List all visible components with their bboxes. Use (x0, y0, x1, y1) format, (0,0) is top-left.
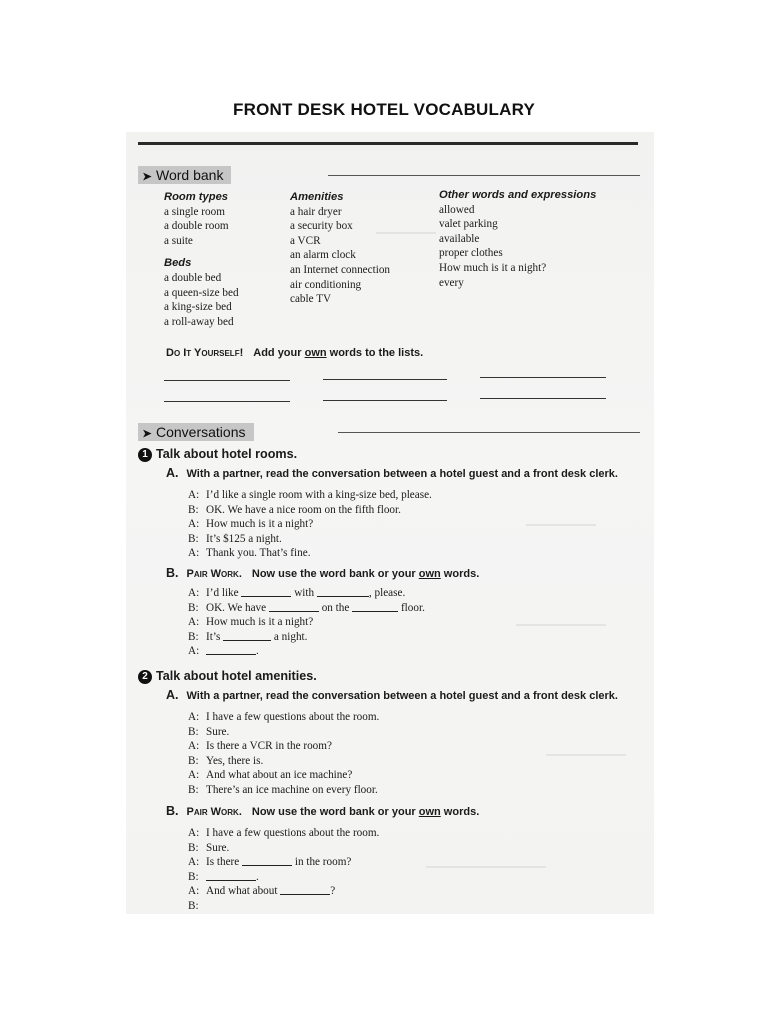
bleed-through-mark (516, 624, 606, 626)
word-bank-tab (138, 166, 231, 184)
answer-blank[interactable] (280, 884, 330, 895)
dialogue-line: A: . (188, 645, 259, 657)
word-item: every (439, 276, 464, 289)
word-item: cable TV (290, 293, 332, 306)
do-it-yourself-instruction (166, 347, 423, 359)
word-item: a roll-away bed (164, 315, 234, 328)
dialogue-line: A: I’d like a single room with a king-size bed, please. (188, 489, 432, 501)
word-item: a VCR (290, 234, 321, 247)
word-item: a security box (290, 220, 353, 233)
dialogue-line: B: OK. We have a nice room on the fifth floor. (188, 503, 401, 516)
answer-blank[interactable] (223, 630, 271, 641)
word-item: valet parking (439, 218, 498, 231)
q2-part-a-instruction: A. With a partner, read the conversation between a hotel guest and a front desk clerk. (166, 688, 618, 702)
play-arrow-icon: ➤ (142, 428, 152, 440)
dialogue-line: A: I’d like with , please. (188, 587, 406, 599)
diy-text: Add your own words to the lists. (253, 347, 424, 359)
bleed-through-mark (426, 866, 546, 868)
other-words-column (439, 188, 639, 290)
word-item: a single room (164, 205, 225, 218)
other-words-heading: Other words and expressions (439, 189, 597, 201)
dialogue-line: A: Is there in the room? (188, 856, 352, 868)
question-1-title: Talk about hotel rooms. (156, 447, 298, 461)
conversations-header (138, 423, 640, 441)
answer-blank[interactable] (241, 586, 291, 597)
room-types-heading: Room types (164, 191, 229, 203)
diy-label: Do It Yourself! (166, 347, 244, 359)
word-item: a double bed (164, 271, 222, 284)
word-item: a queen-size bed (164, 286, 239, 299)
dialogue-line: A: I have a few questions about the room. (188, 827, 380, 839)
answer-blank[interactable] (206, 644, 256, 655)
question-2-title: Talk about hotel amenities. (156, 669, 317, 683)
q1-part-b-dialogue (188, 586, 425, 659)
dialogue-line: A: How much is it a night? (188, 518, 314, 530)
dialogue-line: B: . (188, 870, 259, 883)
word-item: a hair dryer (290, 205, 342, 218)
number-2-icon: 2 (138, 670, 152, 684)
answer-blank[interactable] (317, 586, 369, 597)
play-arrow-icon: ➤ (142, 171, 152, 183)
top-rule (138, 142, 638, 145)
number-1-icon: 1 (138, 448, 152, 462)
header-rule (328, 175, 640, 176)
diy-answer-line[interactable] (164, 401, 290, 402)
q2-part-a-dialogue (188, 710, 379, 797)
q1-part-a-dialogue (188, 488, 432, 561)
word-bank-header (138, 166, 640, 184)
dialogue-line: A: And what about ? (188, 885, 336, 897)
dialogue-line: B: Yes, there is. (188, 754, 264, 767)
diy-answer-line[interactable] (323, 400, 447, 401)
word-item: allowed (439, 203, 475, 216)
dialogue-line: B: There’s an ice machine on every floor. (188, 783, 378, 796)
q1-part-a-instruction: A. With a partner, read the conversation between a hotel guest and a front desk clerk. (166, 466, 618, 480)
page-title: FRONT DESK HOTEL VOCABULARY (233, 100, 535, 119)
worksheet-scan (126, 132, 654, 914)
dialogue-line: A: Is there a VCR in the room? (188, 740, 332, 752)
word-item: an alarm clock (290, 249, 356, 262)
question-2-heading (138, 669, 317, 684)
dialogue-line: B: It’s $125 a night. (188, 532, 282, 545)
word-item: an Internet connection (290, 263, 391, 276)
bleed-through-mark (526, 524, 596, 526)
word-item: available (439, 232, 480, 245)
dialogue-line: A: And what about an ice machine? (188, 769, 353, 781)
word-bank-title: Word bank (156, 167, 224, 183)
word-item: a king-size bed (164, 301, 232, 314)
word-item: How much is it a night? (439, 261, 547, 274)
beds-heading: Beds (164, 257, 192, 270)
conversations-tab (138, 423, 254, 441)
word-item: proper clothes (439, 247, 503, 260)
header-rule (338, 432, 640, 433)
word-item: air conditioning (290, 278, 362, 291)
answer-blank[interactable] (269, 601, 319, 612)
dialogue-line: A: Thank you. That’s fine. (188, 547, 311, 559)
diy-answer-line[interactable] (323, 379, 447, 380)
amenities-heading: Amenities (290, 191, 344, 203)
answer-blank[interactable] (242, 855, 292, 866)
dialogue-line: B: Sure. (188, 841, 230, 854)
answer-blank[interactable] (352, 601, 398, 612)
dialogue-line: A: I have a few questions about the room. (188, 711, 380, 723)
diy-answer-line[interactable] (480, 398, 606, 399)
room-types-column (164, 190, 282, 329)
q1-part-b-instruction: B. Pair Work. Now use the word bank or your own words. (166, 566, 480, 580)
q2-part-b-instruction: B. Pair Work. Now use the word bank or your own words. (166, 804, 480, 818)
bleed-through-mark (546, 754, 626, 756)
question-1-heading (138, 447, 297, 462)
q2-part-b-dialogue (188, 826, 379, 913)
conversations-title: Conversations (156, 424, 246, 440)
diy-answer-line[interactable] (480, 377, 606, 378)
dialogue-line: A: How much is it a night? (188, 616, 314, 628)
diy-answer-line[interactable] (164, 380, 290, 381)
answer-blank[interactable] (206, 870, 256, 881)
dialogue-line: B: OK. We have on the floor. (188, 601, 425, 614)
dialogue-line: B: (188, 899, 199, 912)
amenities-column (290, 190, 430, 307)
word-item: a suite (164, 234, 193, 247)
word-item: a double room (164, 220, 229, 233)
dialogue-line: B: It’s a night. (188, 630, 308, 643)
dialogue-line: B: Sure. (188, 725, 230, 738)
